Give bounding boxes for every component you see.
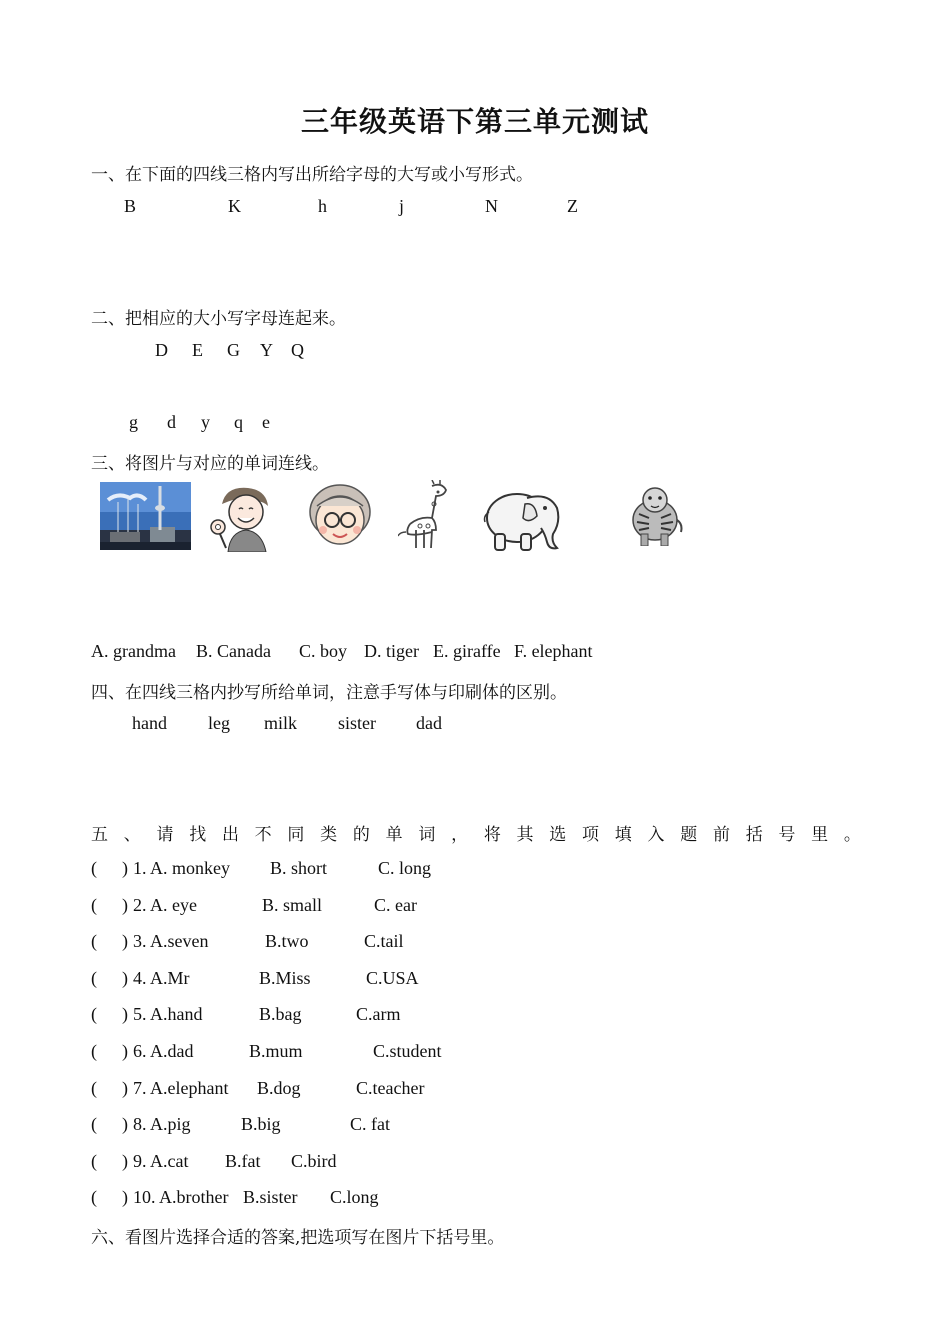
- option-c: C.USA: [366, 968, 419, 988]
- answer-paren-close: ): [122, 931, 128, 951]
- heading-char: 入: [647, 825, 665, 845]
- option-c: C.student: [373, 1041, 442, 1061]
- heading-char: 单: [385, 825, 403, 845]
- letter-item: K: [228, 196, 241, 216]
- section5-heading: [91, 820, 861, 845]
- giraffe-icon: [398, 480, 454, 550]
- heading-char: 题: [680, 825, 698, 845]
- option-b: B.bag: [259, 1004, 302, 1024]
- letter-item: Z: [567, 196, 578, 216]
- word-option: C. boy: [299, 641, 348, 661]
- section1-heading: 一、在下面的四线三格内写出所给字母的大写或小写形式。: [91, 165, 533, 185]
- upper-letter: Y: [260, 340, 273, 360]
- lower-letter: e: [262, 412, 270, 432]
- answer-paren-open[interactable]: (: [91, 968, 97, 988]
- answer-paren-open[interactable]: (: [91, 1004, 97, 1024]
- option-a: 3. A.seven: [133, 931, 209, 951]
- option-c: C. long: [378, 858, 432, 878]
- word-option: B. Canada: [196, 641, 271, 661]
- lower-letter: y: [201, 412, 210, 432]
- section4-heading: 四、在四线三格内抄写所给单词，注意手写体与印刷体的区别。: [91, 683, 567, 703]
- option-c: C.arm: [356, 1004, 401, 1024]
- heading-char: 。: [843, 825, 861, 845]
- answer-paren-close: ): [122, 1114, 128, 1134]
- tiger-icon: [625, 484, 683, 546]
- heading-char: 出: [221, 825, 239, 845]
- option-a: 6. A.dad: [133, 1041, 194, 1061]
- option-c: C.bird: [291, 1151, 337, 1171]
- heading-char: ，: [451, 825, 469, 845]
- option-a: 7. A.elephant: [133, 1078, 229, 1098]
- lower-letter: d: [167, 412, 176, 432]
- answer-paren-open[interactable]: (: [91, 895, 97, 915]
- heading-char: 类: [320, 825, 338, 845]
- copy-word: sister: [338, 713, 376, 733]
- answer-paren-close: ): [122, 968, 128, 988]
- letter-item: h: [318, 196, 327, 216]
- answer-paren-open[interactable]: (: [91, 1078, 97, 1098]
- heading-char: 括: [745, 825, 763, 845]
- heading-char: 其: [516, 825, 534, 845]
- copy-word: hand: [132, 713, 167, 733]
- answer-paren-open[interactable]: (: [91, 1187, 97, 1207]
- option-b: B. short: [270, 858, 328, 878]
- letter-item: B: [124, 196, 137, 216]
- heading-char: 号: [778, 825, 796, 845]
- answer-paren-close: ): [122, 1187, 128, 1207]
- heading-char: 不: [254, 825, 272, 845]
- heading-char: 五: [91, 825, 108, 845]
- answer-paren-open[interactable]: (: [91, 1041, 97, 1061]
- option-a: 2. A. eye: [133, 895, 197, 915]
- heading-char: 里: [811, 825, 829, 845]
- heading-char: 选: [549, 825, 567, 845]
- option-c: C.long: [330, 1187, 379, 1207]
- answer-paren-open[interactable]: (: [91, 1114, 97, 1134]
- upper-letter: D: [155, 340, 168, 360]
- heading-char: 、: [123, 825, 141, 845]
- option-a: 5. A.hand: [133, 1004, 203, 1024]
- copy-word: dad: [416, 713, 442, 733]
- option-b: B.two: [265, 931, 309, 951]
- upper-letter: E: [192, 340, 203, 360]
- answer-paren-close: ): [122, 858, 128, 878]
- option-a: 1. A. monkey: [133, 858, 230, 878]
- option-c: C. fat: [350, 1114, 390, 1134]
- page-title: 三年级英语下第三单元测试: [300, 105, 649, 138]
- option-b: B.mum: [249, 1041, 303, 1061]
- upper-letter: G: [227, 340, 240, 360]
- copy-word: leg: [208, 713, 230, 733]
- answer-paren-close: ): [122, 1004, 128, 1024]
- copy-word: milk: [264, 713, 298, 733]
- option-a: 9. A.cat: [133, 1151, 189, 1171]
- word-option: E. giraffe: [433, 641, 501, 661]
- elephant-icon: [483, 482, 565, 552]
- heading-char: 词: [418, 825, 436, 845]
- lower-letter: q: [234, 412, 243, 432]
- word-option: F. elephant: [514, 641, 593, 661]
- heading-char: 请: [156, 825, 174, 845]
- answer-paren-open[interactable]: (: [91, 931, 97, 951]
- option-b: B.sister: [243, 1187, 298, 1207]
- grandma-icon: [303, 480, 378, 552]
- option-c: C.tail: [364, 931, 404, 951]
- heading-char: 找: [189, 825, 207, 845]
- option-b: B.dog: [257, 1078, 301, 1098]
- letter-item: N: [485, 196, 498, 216]
- answer-paren-close: ): [122, 895, 128, 915]
- cn-tower-photo: [100, 482, 191, 550]
- section3-heading: 三、将图片与对应的单词连线。: [91, 454, 329, 474]
- heading-char: 同: [287, 825, 305, 845]
- letter-item: j: [399, 196, 405, 216]
- heading-char: 前: [712, 825, 730, 845]
- heading-char: 将: [483, 825, 501, 845]
- heading-char: 项: [582, 825, 600, 845]
- option-a: 10. A.brother: [133, 1187, 229, 1207]
- option-a: 4. A.Mr: [133, 968, 190, 988]
- lower-letter: g: [129, 412, 138, 432]
- option-c: C.teacher: [356, 1078, 425, 1098]
- option-c: C. ear: [374, 895, 417, 915]
- section2-heading: 二、把相应的大小写字母连起来。: [91, 309, 346, 329]
- answer-paren-close: ): [122, 1041, 128, 1061]
- section6-heading: 六、看图片选择合适的答案,把选项写在图片下括号里。: [91, 1228, 505, 1248]
- option-b: B. small: [262, 895, 323, 915]
- answer-paren-open[interactable]: (: [91, 1151, 97, 1171]
- answer-paren-close: ): [122, 1078, 128, 1098]
- upper-letter: Q: [291, 340, 304, 360]
- word-option: A. grandma: [91, 641, 176, 661]
- option-b: B.Miss: [259, 968, 311, 988]
- boy-ok-gesture-icon: [208, 482, 276, 552]
- word-option: D. tiger: [364, 641, 419, 661]
- answer-paren-close: ): [122, 1151, 128, 1171]
- option-b: B.big: [241, 1114, 281, 1134]
- option-b: B.fat: [225, 1151, 261, 1171]
- heading-char: 的: [352, 825, 370, 845]
- heading-char: 填: [614, 825, 632, 845]
- option-a: 8. A.pig: [133, 1114, 191, 1134]
- answer-paren-open[interactable]: (: [91, 858, 97, 878]
